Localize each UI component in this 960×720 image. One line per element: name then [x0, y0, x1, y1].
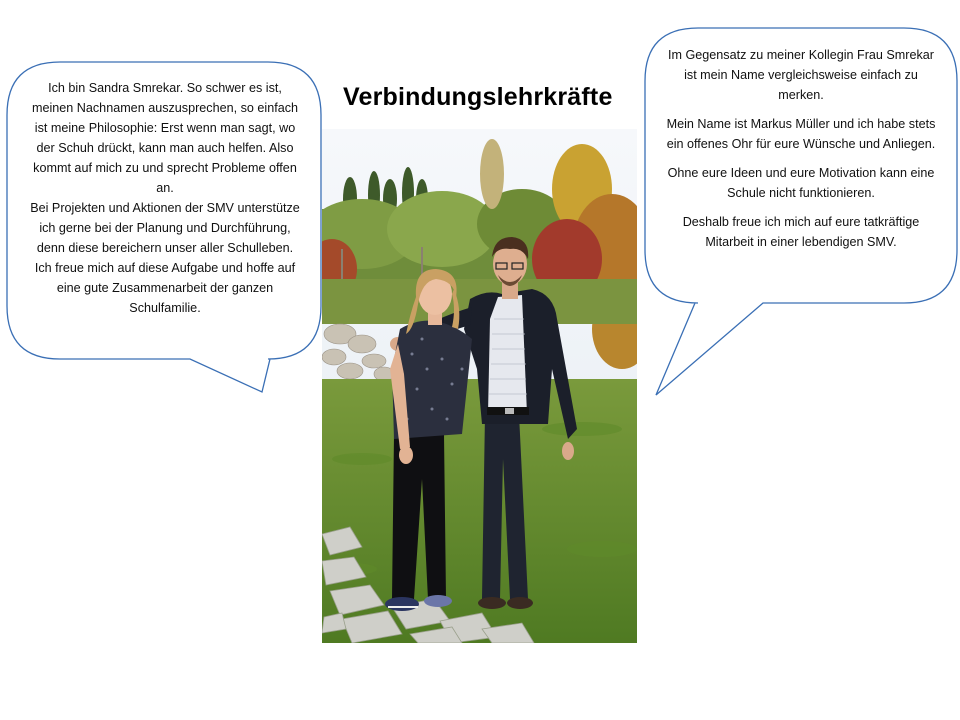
right-bubble-paragraph: Mein Name ist Markus Müller und ich habe stets ein offenes Ohr für eure Wünsche und Anliegen. — [666, 117, 936, 151]
page-title: Verbindungslehrkräfte — [343, 83, 613, 111]
right-bubble-paragraph: Deshalb freue ich mich auf eure tatkräftige Mitarbeit in einer lebendigen SMV. — [682, 215, 920, 249]
right-bubble-paragraph: Im Gegensatz zu meiner Kollegin Frau Smrekar ist mein Name vergleichsweise einfach zu merken. — [668, 48, 934, 102]
right-bubble-text — [660, 45, 942, 261]
teachers-photo — [322, 129, 637, 643]
left-bubble-paragraph: Ich bin Sandra Smrekar. So schwer es ist, meinen Nachnamen auszusprechen, so einfach ist meine Philosophie: Erst wenn man sagt, wo der Schuh drückt, kann man auch helfen. Also kommt auf mich zu und sprecht Probleme offen an. — [31, 81, 299, 195]
left-bubble-text — [26, 78, 304, 318]
left-bubble-paragraph: Ich freue mich auf diese Aufgabe und hoffe auf eine gute Zusammenarbeit der ganzen Schulfamilie. — [34, 261, 296, 315]
left-bubble-paragraph: Bei Projekten und Aktionen der SMV unterstütze ich gerne bei der Planung und Durchführung, denn diese bereichern unser aller Schulleben. — [30, 201, 300, 255]
right-bubble-paragraph: Ohne eure Ideen und eure Motivation kann eine Schule nicht funktionieren. — [667, 166, 935, 200]
